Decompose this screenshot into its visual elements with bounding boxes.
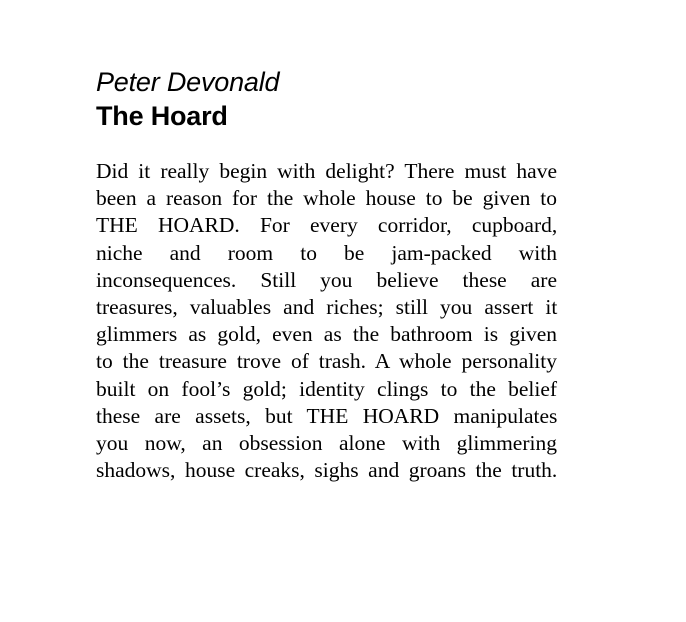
poem-body <box>96 158 557 484</box>
poem-line: inconsequences. Still you believe these are <box>96 267 557 292</box>
poem-line: treasures, valuables and riches; still you assert it <box>96 295 558 320</box>
poem-line: built on fool’s gold; identity clings to the belief <box>96 376 558 401</box>
poem-line: you now, an obsession alone with glimmering <box>96 431 557 456</box>
poem-line: THE HOARD. For every corridor, cupboard, <box>96 213 558 238</box>
poem-line: glimmers as gold, even as the bathroom is given <box>96 322 557 347</box>
poem-line: shadows, house creaks, sighs and groans the truth. <box>96 458 558 483</box>
document-page <box>96 64 557 484</box>
poem-line: to the treasure trove of trash. A whole personality <box>96 349 557 374</box>
poem-line: niche and room to be jam-packed with <box>96 240 557 265</box>
poem-title: The Hoard <box>96 101 228 131</box>
poem-line: Did it really begin with delight? There must have <box>96 159 557 183</box>
author-name: Peter Devonald <box>96 67 280 97</box>
poem-line: these are assets, but THE HOARD manipulates <box>96 403 558 428</box>
poem-line: been a reason for the whole house to be given to <box>96 186 557 211</box>
